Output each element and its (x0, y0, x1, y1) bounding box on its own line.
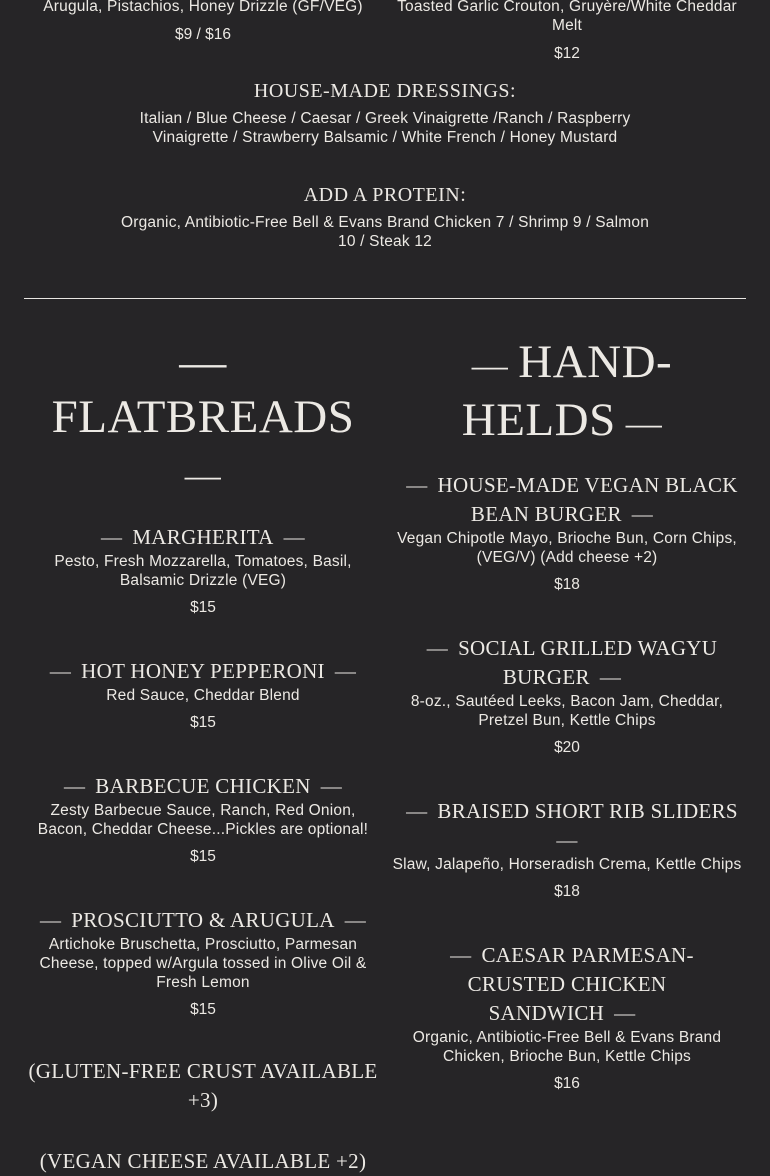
item-price: $9 / $16 (174, 26, 232, 43)
menu-item (24, 523, 382, 617)
menu-item (24, 657, 382, 732)
top-left-item (24, 0, 382, 44)
dressings-list: Italian / Blue Cheese / Caesar / Greek Vinaigrette /Ranch / Raspberry Vinaigrette / Strawberry Balsamic / White French / Honey Mustard (139, 110, 631, 146)
section-title (388, 335, 746, 451)
protein-block (110, 183, 660, 251)
item-title: — MARGHERITA — (101, 525, 305, 549)
protein-list: Organic, Antibiotic-Free Bell & Evans Brand Chicken 7 / Shrimp 9 / Salmon 10 / Steak 12 (120, 214, 650, 250)
handhelds-title-line2: HELDS (461, 394, 616, 446)
item-price: $15 (190, 1001, 216, 1018)
item-description: Red Sauce, Cheddar Blend (106, 687, 300, 704)
item-price: $15 (190, 599, 216, 616)
menu-item (388, 634, 746, 757)
item-description: Artichoke Bruschetta, Prosciutto, Parmesan Cheese, topped w/Argula tossed in Olive Oil & Fresh Lemon (39, 936, 367, 991)
item-description: Arugula, Pistachios, Honey Drizzle (GF/VEG) (43, 0, 363, 15)
dash: — (179, 336, 227, 388)
vegan-cheese-note: (VEGAN CHEESE AVAILABLE +2) (39, 1149, 367, 1173)
dash: — (625, 403, 663, 443)
menu-item (388, 941, 746, 1093)
item-description: Zesty Barbecue Sauce, Ranch, Red Onion, Bacon, Cheddar Cheese...Pickles are optional! (37, 802, 369, 838)
item-price: $15 (190, 714, 216, 731)
menu-item (24, 906, 382, 1019)
item-price: $20 (554, 739, 580, 756)
section-divider (24, 298, 746, 299)
item-price: $18 (554, 883, 580, 900)
item-description: Pesto, Fresh Mozzarella, Tomatoes, Basil, Balsamic Drizzle (VEG) (54, 553, 352, 589)
item-title: — SOCIAL GRILLED WAGYU BURGER — (426, 636, 718, 689)
item-title: — HOT HONEY PEPPERONI — (49, 659, 357, 683)
dressings-title: HOUSE-MADE DRESSINGS: (253, 80, 517, 102)
item-title: — PROSCIUTTO & ARUGULA — (39, 908, 367, 932)
item-title: — BARBECUE CHICKEN — (63, 774, 343, 798)
item-price: $12 (554, 45, 580, 62)
item-price: $16 (554, 1075, 580, 1092)
item-description: Slaw, Jalapeño, Horseradish Crema, Kettle Chips (392, 856, 742, 873)
flatbreads-title: FLATBREADS (51, 391, 355, 443)
menu-item (388, 471, 746, 594)
item-title: — CAESAR PARMESAN-CRUSTED CHICKEN SANDWICH — (450, 943, 694, 1025)
item-price: $18 (554, 576, 580, 593)
item-description: Organic, Antibiotic-Free Bell & Evans Brand Chicken, Brioche Bun, Kettle Chips (412, 1029, 722, 1065)
section-title (24, 335, 382, 503)
menu-item (388, 797, 746, 901)
menu-item (24, 772, 382, 866)
top-right-item (384, 0, 750, 63)
flatbreads-section (24, 335, 382, 1176)
item-title: — HOUSE-MADE VEGAN BLACK BEAN BURGER — (406, 473, 738, 526)
dash: — (471, 345, 509, 385)
item-price: $15 (190, 848, 216, 865)
dressings-block (120, 79, 650, 147)
item-description: Vegan Chipotle Mayo, Brioche Bun, Corn Chips, (VEG/V) (Add cheese +2) (397, 530, 737, 566)
protein-title: ADD A PROTEIN: (303, 184, 467, 206)
dash: — (184, 455, 222, 495)
item-description: Toasted Garlic Crouton, Gruyère/White Cheddar Melt (397, 0, 737, 34)
item-title: — BRAISED SHORT RIB SLIDERS— (406, 799, 738, 852)
gluten-free-note: (GLUTEN-FREE CRUST AVAILABLE +3) (28, 1059, 378, 1112)
item-description: 8-oz., Sautéed Leeks, Bacon Jam, Cheddar, Pretzel Bun, Kettle Chips (410, 693, 724, 729)
handhelds-section (388, 335, 746, 1093)
handhelds-title-line1: HAND- (518, 336, 673, 388)
